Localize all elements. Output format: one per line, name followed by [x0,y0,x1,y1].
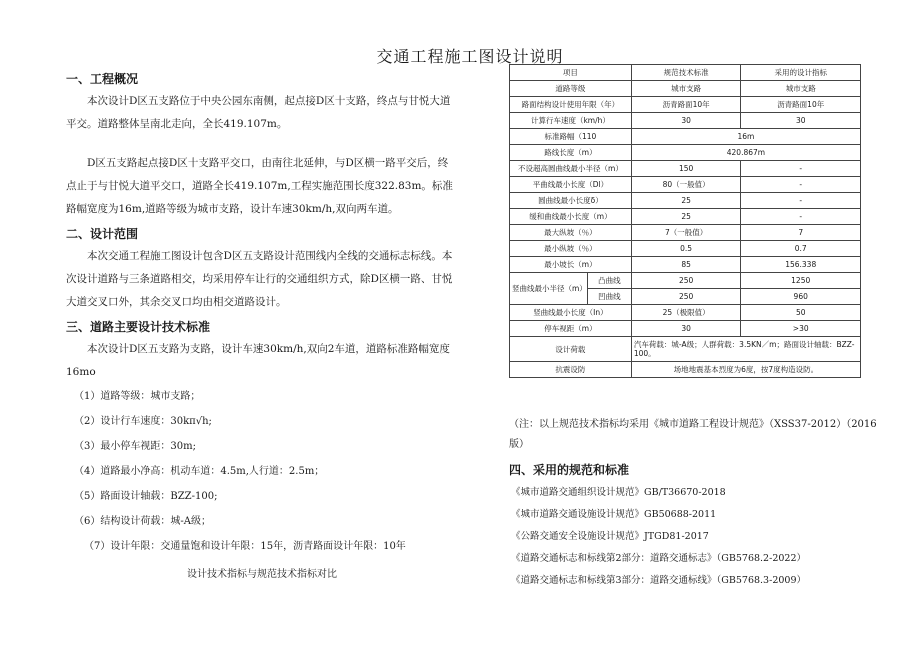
standard-item: 《公路交通安全设施设计规范》JTGD81-2017 [511,531,709,542]
standard-item: 《城市道路交通设施设计规范》GB50688-2011 [511,509,717,520]
table-cell: - [741,177,861,193]
table-cell: 道路等级 [510,81,632,97]
table-caption: 设计技术指标与规范技术指标对比 [187,569,337,580]
list-item: （7）设计年限：交通量饱和设计年限：15年，沥青路面设计年限：10年 [84,541,406,552]
table-cell: 30 [741,113,861,129]
table-row [510,113,861,129]
table-row [510,241,861,257]
table-cell: 路线长度（m） [510,145,632,161]
table-cell: 缓和曲线最小长度（m） [510,209,632,225]
document-title: 交通工程施工图设计说明 [376,47,564,66]
table-cell: 平曲线最小长度（Dl） [510,177,632,193]
table-cell: 汽车荷载：城-A级；人群荷载：3.5KN／m；路面设计轴载：BZZ-100。 [631,337,860,362]
table-row [510,145,861,161]
table-cell: 30 [631,321,741,337]
list-item: （5）路面设计轴载：BZZ-100; [74,491,218,502]
list-item: （3）最小停车视距：30m; [74,441,196,452]
section2-para: 本次交通工程施工图设计包含D区五支路设计范围线内全线的交通标志标线。本次设计道路与三条道路相交，均采用停车让行的交通组织方式，除D区横一路、甘悦大道交叉口外，其余交叉口均由相交道路设计。 [66,250,453,308]
section1-para1: 本次设计D区五支路位于中央公园东南侧，起点接D区十支路，终点与甘悦大道平交。道路整体呈南北走向，全长419.107m。 [66,95,451,130]
table-cell: 250 [631,273,741,289]
table-cell: 竖曲线最小长度（In） [510,305,632,321]
table-cell: 最大纵坡（％） [510,225,632,241]
table-row [510,177,861,193]
table-cell: 场地地震基本烈度为6度，按7度构造设防。 [631,362,860,378]
table-row [510,257,861,273]
table-cell: 沥青路面10年 [741,97,861,113]
table-cell: 16m [631,129,860,145]
right-column [509,415,889,592]
table-row [510,305,861,321]
table-row [510,337,861,362]
section2-heading: 二、设计范围 [66,227,139,241]
table-cell: 城市支路 [741,81,861,97]
table-cell: 960 [741,289,861,305]
table-cell: >30 [741,321,861,337]
table-row [510,161,861,177]
table-cell: 50 [741,305,861,321]
section3-heading: 三、道路主要设计技术标准 [66,320,211,334]
table-cell: 156.338 [741,257,861,273]
standard-item: 《道路交通标志和标线第2部分：道路交通标志》（GB5768.2-2022） [511,553,806,564]
list-item: （4）道路最小净高：机动车道：4.5m,人行道：2.5m； [74,466,325,477]
section1-para2: D区五支路起点接D区十支路平交口，由南往北延伸，与D区横一路平交后，终点止于与甘悦大道平交口，道路全长419.107m,工程实施范围长度322.83m。标准路幅宽度为16m,道路等级为城市支路，设计车速30km/h,双向两车道。 [66,157,453,215]
table-cell: 沥青路面10年 [631,97,741,113]
table-cell: 150 [631,161,741,177]
table-cell: 停车视距（m） [510,321,632,337]
table-cell: 0.5 [631,241,741,257]
table-header-row [510,65,861,81]
table-cell: 420.867m [631,145,860,161]
spec-comparison-table [509,64,861,378]
table-cell: 85 [631,257,741,273]
table-cell: 路面结构设计使用年限（年） [510,97,632,113]
table-row [510,362,861,378]
table-header-cell: 规范技术标准 [631,65,741,81]
design-standard-list [66,384,458,559]
table-cell: 250 [631,289,741,305]
table-note: （注：以上规范技术指标均采用《城市道路工程设计规范》（XSS37-2012）（2016版） [509,419,877,450]
table-header-cell: 项目 [510,65,632,81]
table-cell: 1250 [741,273,861,289]
standard-item: 《城市道路交通组织设计规范》GB/T36670-2018 [511,487,726,498]
table-row [510,273,861,289]
standard-item: 《道路交通标志和标线第3部分：道路交通标线》（GB5768.3-2009） [511,575,806,586]
table-row [510,81,861,97]
section1-heading: 一、工程概况 [66,72,139,86]
table-cell: 竖曲线最小半径（m） [510,273,588,305]
section3-para: 本次设计D区五支路为支路，设计车速30km/h,双向2车道，道路标准路幅宽度16mo [66,343,450,378]
table-cell: 不设超高圆曲线最小半径（m） [510,161,632,177]
table-cell: - [741,193,861,209]
table-cell: - [741,209,861,225]
table-cell: 最小纵坡（％） [510,241,632,257]
table-cell: 凸曲线 [587,273,631,289]
table-cell: 25 [631,193,741,209]
table-row [510,193,861,209]
table-row [510,97,861,113]
table-row [510,321,861,337]
table-cell: 7 [741,225,861,241]
table-cell: 7（一般值） [631,225,741,241]
table-cell: 凹曲线 [587,289,631,305]
table-row [510,209,861,225]
table-cell: 标准路幅（110 [510,129,632,145]
table-cell: 圆曲线最小长度δ） [510,193,632,209]
table-cell: 25（极限值） [631,305,741,321]
table-cell: 设计荷载 [510,337,632,362]
list-item: （2）设计行车速度：30kπ√h; [74,416,212,427]
table-cell: 城市支路 [631,81,741,97]
section4-heading: 四、采用的规范和标准 [509,463,630,477]
list-item: （6）结构设计荷载：城-A级； [74,516,211,527]
table-cell: 0.7 [741,241,861,257]
left-column [66,68,458,580]
table-cell: 抗震设防 [510,362,632,378]
table-cell: 80（一般值） [631,177,741,193]
table-row [510,225,861,241]
table-cell: 计算行车速度（km/h） [510,113,632,129]
table-cell: 30 [631,113,741,129]
table-cell: 最小坡长（m） [510,257,632,273]
table-cell: 25 [631,209,741,225]
list-item: （1）道路等级：城市支路； [74,391,201,402]
table-row [510,129,861,145]
table-cell: - [741,161,861,177]
table-header-cell: 采用的设计指标 [741,65,861,81]
